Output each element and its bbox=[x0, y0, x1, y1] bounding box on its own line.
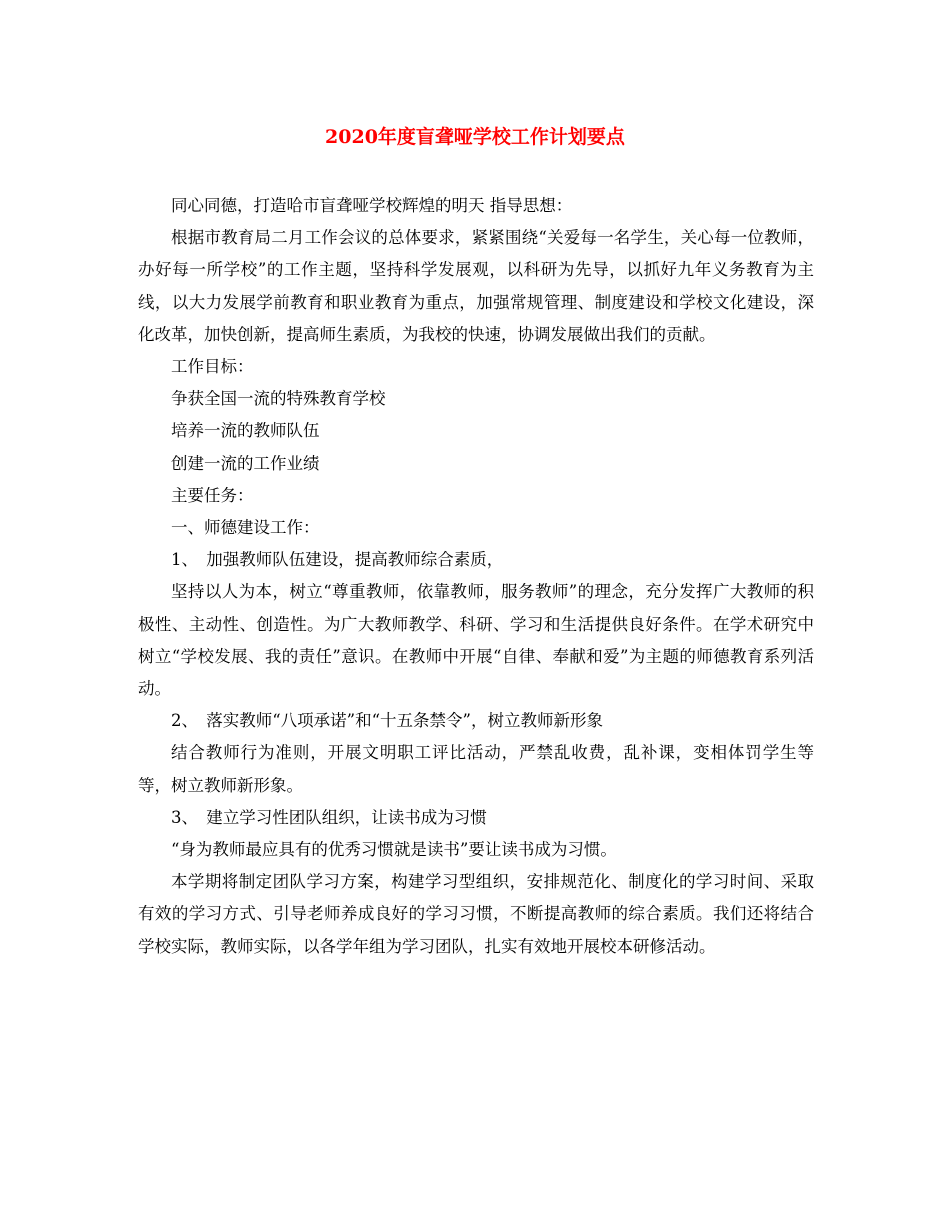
document-body bbox=[138, 190, 814, 963]
paragraph-item-1-body: 坚持以人为本，树立“尊重教师，依靠教师，服务教师”的理念，充分发挥广大教师的积极性、主动性、创造性。为广大教师教学、科研、学习和生活提供良好条件。在学术研究中树立“学校发展、我的责任”意识。在教师中开展“自律、奉献和爱”为主题的师德教育系列活动。 bbox=[138, 582, 814, 699]
paragraph-item-3-body: 本学期将制定团队学习方案，构建学习型组织，安排规范化、制度化的学习时间、采取有效的学习方式、引导老师养成良好的学习习惯，不断提高教师的综合素质。我们还将结合学校实际，教师实际，以各学年组为学习团队，扎实有效地开展校本研修活动。 bbox=[138, 872, 814, 956]
paragraph-guiding-thought: 根据市教育局二月工作会议的总体要求，紧紧围绕“关爱每一名学生，关心每一位教师，办好每一所学校”的工作主题，坚持科学发展观，以科研为先导，以抓好九年义务教育为主线，以大力发展学前教育和职业教育为重点，加强常规管理、制度建设和学校文化建设，深化改革，加快创新，提高师生素质，为我校的快速，协调发展做出我们的贡献。 bbox=[138, 228, 814, 344]
paragraph-guiding-heading: 同心同德，打造哈市盲聋哑学校辉煌的明天 指导思想： bbox=[171, 196, 573, 215]
paragraph-item-3-quote: “身为教师最应具有的优秀习惯就是读书”要让读书成为习惯。 bbox=[171, 840, 617, 860]
document-title: 2020年度盲聋哑学校工作计划要点 bbox=[325, 126, 625, 148]
paragraph-goal-3: 创建一流的工作业绩 bbox=[171, 453, 320, 473]
paragraph-item-1-heading: 1、 加强教师队伍建设，提高教师综合素质， bbox=[171, 550, 504, 570]
paragraph-goal-2: 培养一流的教师队伍 bbox=[171, 421, 320, 441]
paragraph-item-2-body: 结合教师行为准则，开展文明职工评比活动，严禁乱收费，乱补课，变相体罚学生等等，树立教师新形象。 bbox=[138, 743, 814, 795]
paragraph-goals-heading: 工作目标： bbox=[171, 357, 254, 377]
paragraph-tasks-heading: 主要任务： bbox=[171, 485, 254, 505]
paragraph-goal-1: 争获全国一流的特殊教育学校 bbox=[171, 389, 386, 409]
paragraph-section-1-heading: 一、师德建设工作： bbox=[171, 518, 320, 538]
paragraph-item-2-heading: 2、 落实教师“八项承诺”和“十五条禁令”，树立教师新形象 bbox=[171, 711, 603, 731]
paragraph-item-3-heading: 3、 建立学习性团队组织，让读书成为习惯 bbox=[171, 807, 487, 827]
